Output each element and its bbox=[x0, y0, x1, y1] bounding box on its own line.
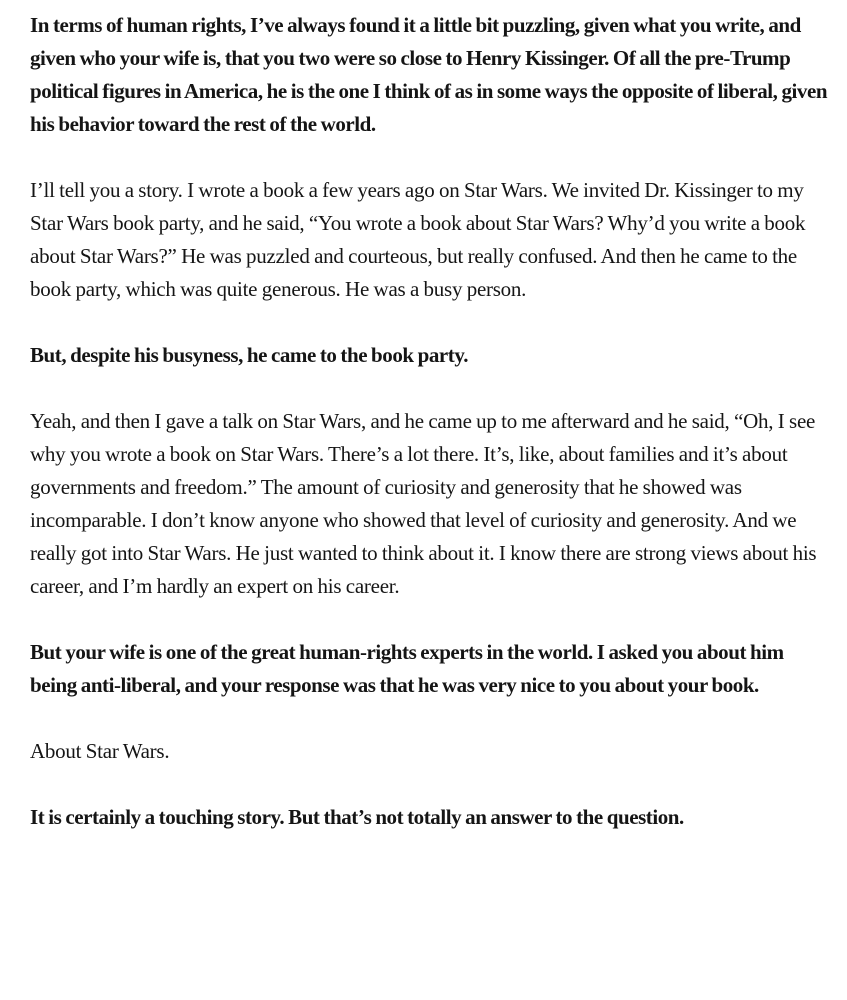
interviewee-answer: I’ll tell you a story. I wrote a book a few years ago on Star Wars. We invited Dr. Kissinger to my Star Wars book party, and he said, “You wrote a book about Star Wars? Why’d you write a book about Star Wars?” He was puzzled and courteous, but really confused. And then he came to the book party, which was quite generous. He was a busy person. bbox=[30, 178, 806, 301]
interviewee-answer: About Star Wars. bbox=[30, 739, 170, 763]
interviewer-question: In terms of human rights, I’ve always found it a little bit puzzling, given what you write, and given who your wife is, that you two were so close to Henry Kissinger. Of all the pre-Trump political figures in America, he is the one I think of as in some ways the opposite of liberal, given his behavior toward the rest of the world. bbox=[30, 13, 828, 136]
interviewer-question: But your wife is one of the great human-rights experts in the world. I asked you about him being anti-liberal, and your response was that he was very nice to you about your book. bbox=[30, 640, 784, 697]
interviewer-question: It is certainly a touching story. But that’s not totally an answer to the question. bbox=[30, 805, 684, 829]
interviewer-question: But, despite his busyness, he came to the book party. bbox=[30, 343, 469, 367]
interviewee-answer: Yeah, and then I gave a talk on Star Wars, and he came up to me afterward and he said, “Oh, I see why you wrote a book on Star Wars. There’s a lot there. It’s, like, about families and it’s about governments and freedom.” The amount of curiosity and generosity that he showed was incomparable. I don’t know anyone who showed that level of curiosity and generosity. And we really got into Star Wars. He just wanted to think about it. I know there are strong views about his career, and I’m hardly an expert on his career. bbox=[30, 409, 817, 598]
